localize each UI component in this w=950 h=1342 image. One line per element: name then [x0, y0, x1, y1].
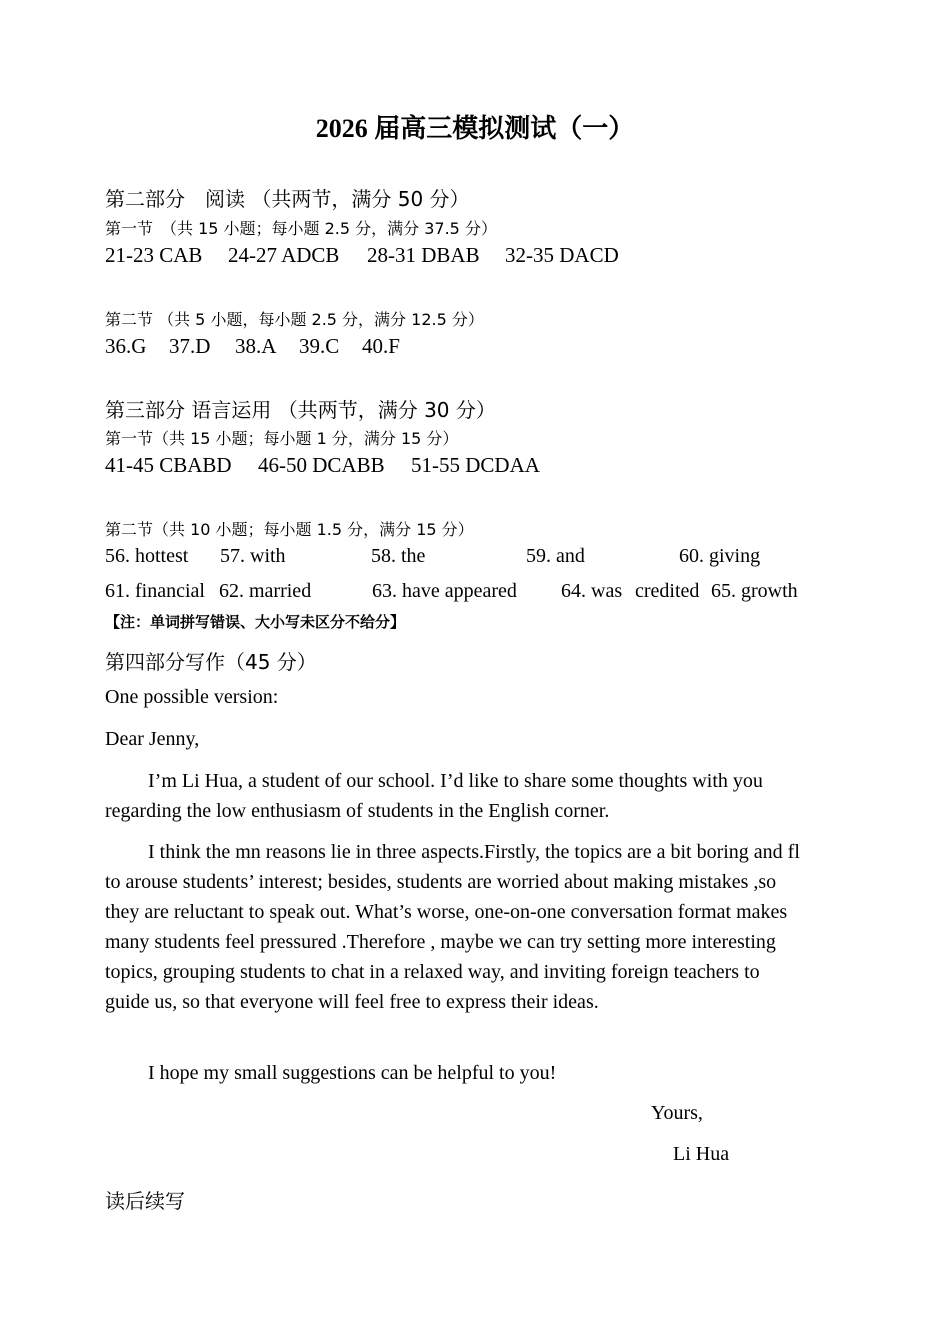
answer-item: 61. financial: [105, 580, 205, 602]
continuation-heading: 读后续写: [105, 1189, 185, 1213]
answer-item: credited: [635, 580, 700, 602]
answer-item: 58. the: [371, 545, 426, 567]
page-title: 2026 届高三模拟测试（一）: [315, 114, 635, 143]
answer-group: 28-31 DBAB: [367, 243, 480, 267]
answer-item: 56. hottest: [105, 545, 189, 567]
answer-item: 36.G: [105, 334, 147, 358]
part3-sec2-heading: 第二节（共 10 小题；每小题 1.5 分，满分 15 分）: [105, 520, 474, 539]
essay-paragraph: I hope my small suggestions can be helpful to you!: [148, 1062, 557, 1084]
answer-group: 24-27 ADCB: [228, 243, 340, 267]
part2-heading: 第二部分 阅读 （共两节，满分 50 分）: [105, 187, 470, 211]
essay-paragraph: I think the mn reasons lie in three aspects.Firstly, the topics are a bit boring and fl to arouse students’ interest; besides, students are worried about making mistakes ,so they are reluctant to speak out. What’s worse, one-on-one conversation format makes many students feel pressured .Therefore , maybe we can try setting more interesting topics, grouping students to chat in a relaxed way, and inviting foreign teachers to guide us, so that everyone will feel free to express their ideas.: [105, 841, 800, 1013]
answer-group: 41-45 CBABD: [105, 453, 232, 477]
letter-closing: Yours,: [651, 1102, 703, 1124]
answer-item: 65. growth: [711, 580, 798, 602]
part2-sec1-heading: 第一节 （共 15 小题；每小题 2.5 分，满分 37.5 分）: [105, 219, 497, 238]
answer-item: 39.C: [299, 334, 340, 358]
answer-item: 37.D: [169, 334, 211, 358]
answer-item: 59. and: [526, 545, 585, 567]
answer-item: 60. giving: [679, 545, 761, 567]
answer-group: 21-23 CAB: [105, 243, 203, 267]
answer-item: 57. with: [220, 545, 286, 567]
grading-note: 【注：单词拼写错误、大小写未区分不给分】: [105, 615, 406, 631]
answer-item: 62. married: [219, 580, 312, 602]
part3-sec1-heading: 第一节（共 15 小题；每小题 1 分，满分 15 分）: [105, 429, 459, 448]
answer-group: 51-55 DCDAA: [411, 453, 540, 477]
answer-group: 32-35 DACD: [505, 243, 619, 267]
version-label: One possible version:: [105, 686, 279, 708]
answer-item: 63. have appeared: [372, 580, 517, 602]
answer-item: 40.F: [362, 334, 400, 358]
answer-item: 38.A: [235, 334, 277, 358]
salutation: Dear Jenny,: [105, 728, 200, 750]
part3-heading: 第三部分 语言运用 （共两节，满分 30 分）: [105, 398, 496, 422]
essay-paragraph: I’m Li Hua, a student of our school. I’d like to share some thoughts with you regarding the low enthusiasm of students in the English corner.: [105, 770, 763, 822]
answer-item: 64. was: [561, 580, 623, 602]
answer-group: 46-50 DCABB: [258, 453, 385, 477]
part4-heading: 第四部分写作（45 分）: [105, 650, 317, 674]
letter-signature: Li Hua: [673, 1143, 730, 1165]
part2-sec2-heading: 第二节 （共 5 小题，每小题 2.5 分，满分 12.5 分）: [105, 310, 484, 329]
